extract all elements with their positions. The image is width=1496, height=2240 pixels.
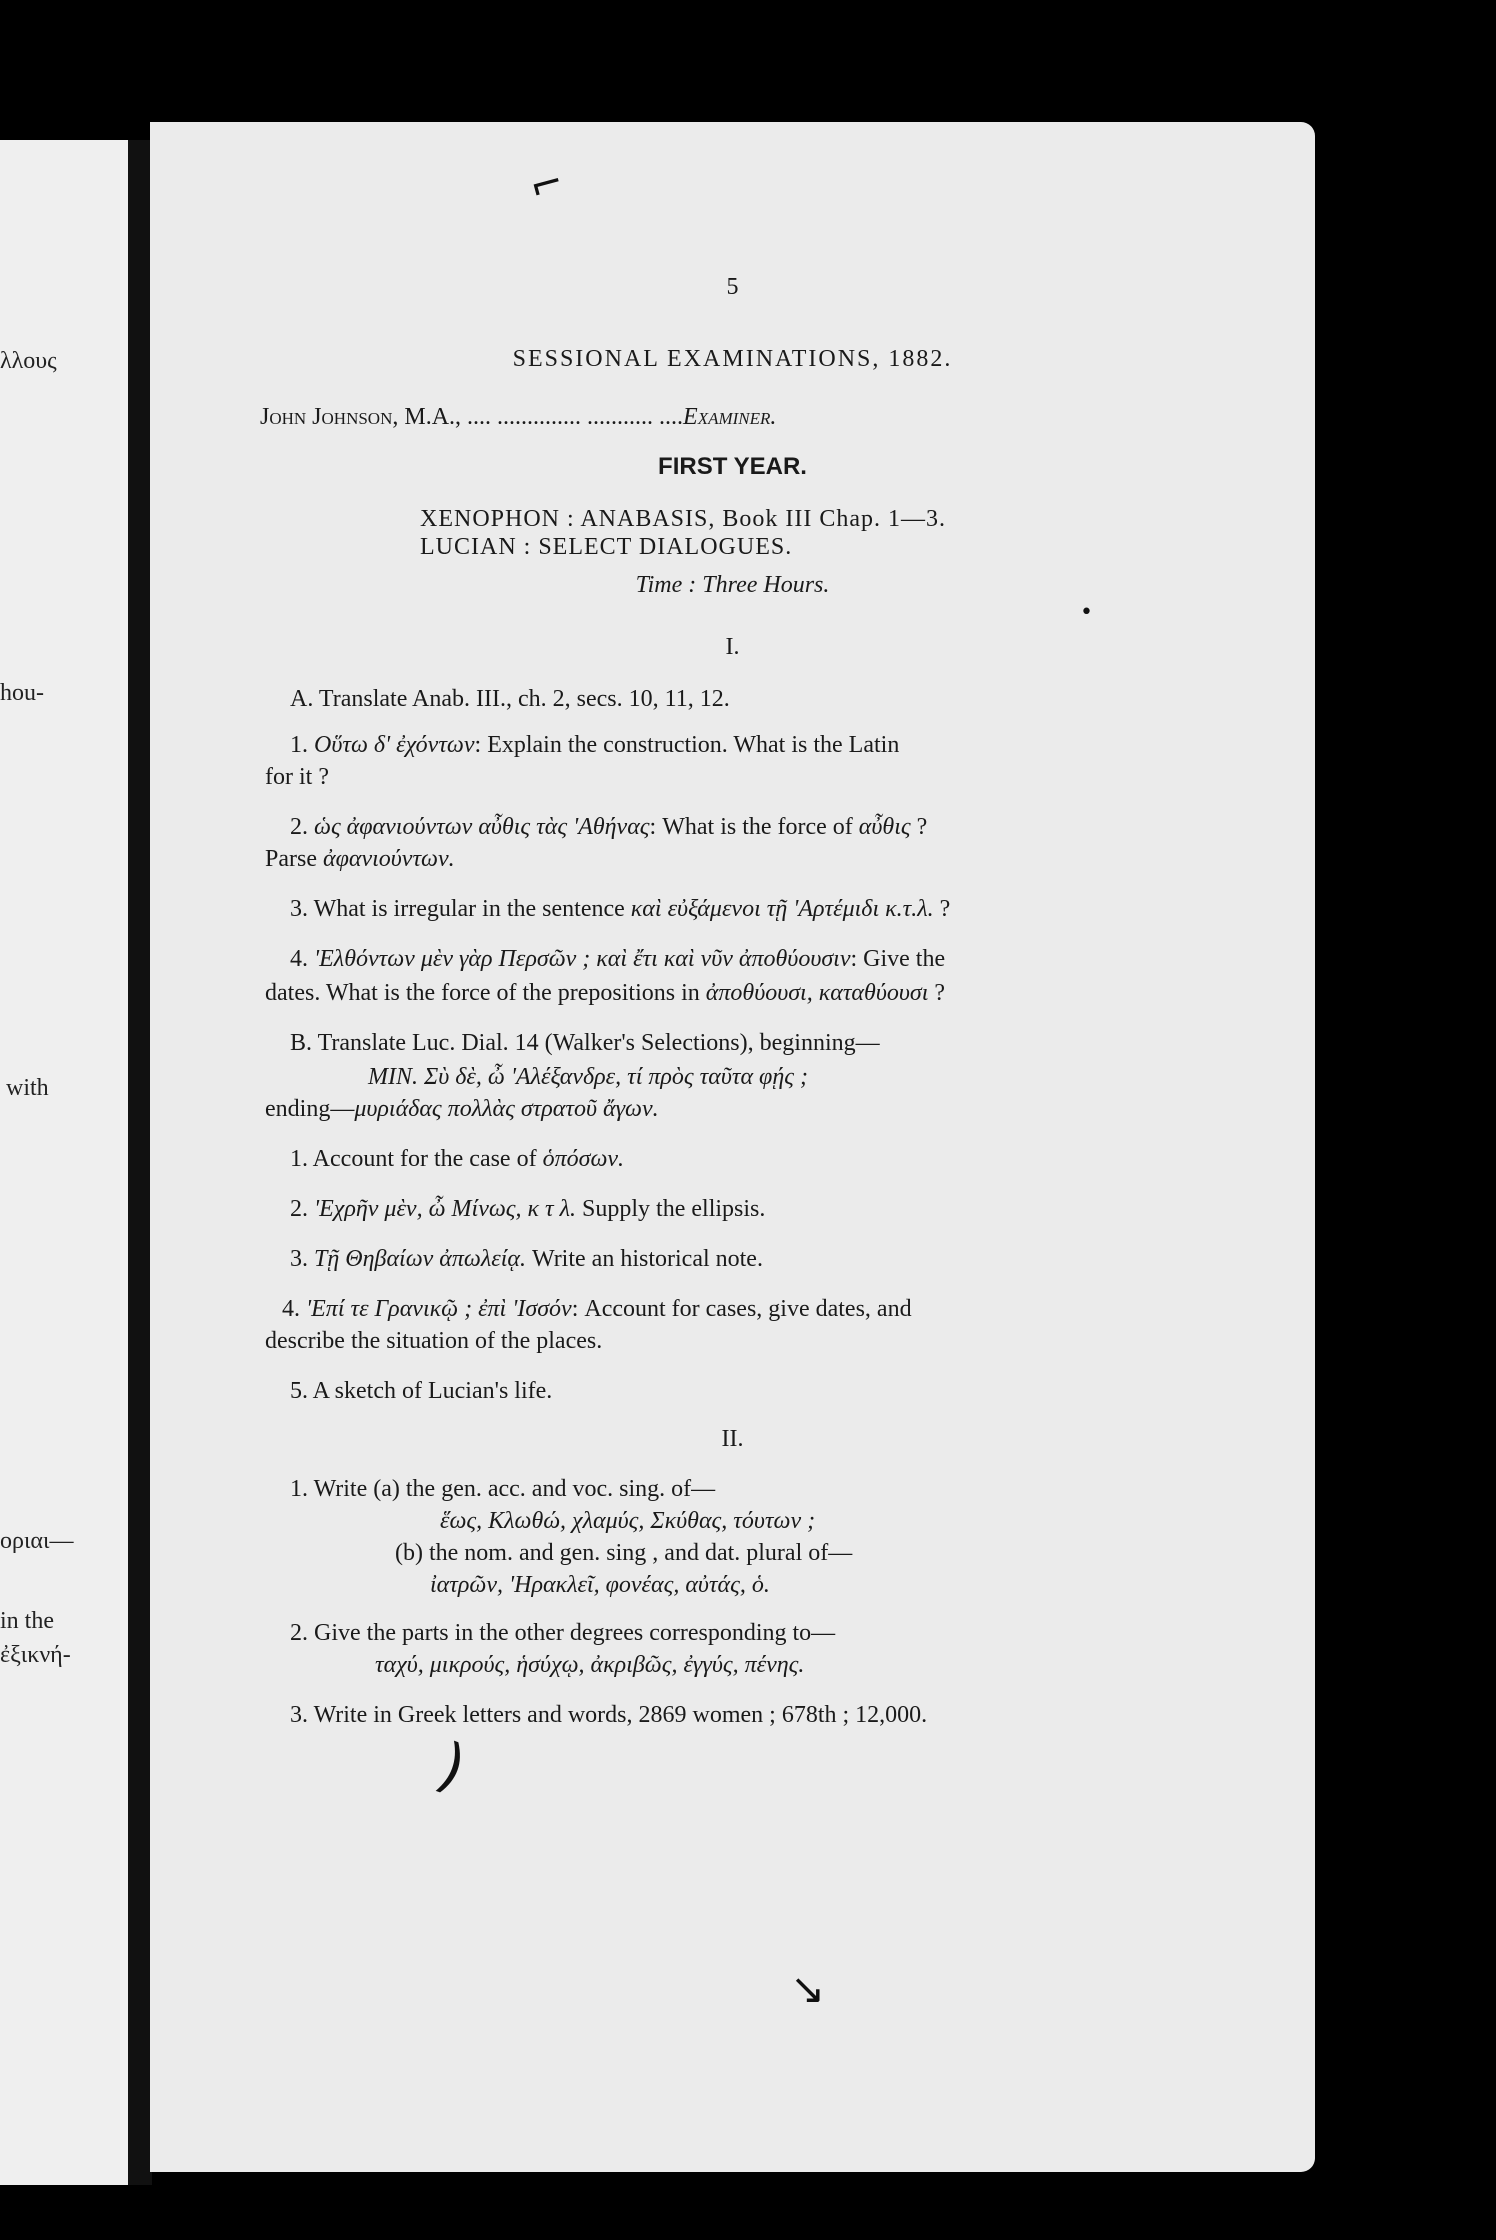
examiner-leader-dots: .... .............. ........... .... [467,404,684,430]
part-a-heading: A. Translate Anab. III., ch. 2, secs. 10, 11, 12. [290,686,730,712]
part-b-ending [265,1094,659,1124]
question-2-2: 2. Give the parts in the other degrees corresponding to— [290,1620,836,1646]
greek-text: ὡς ἀφανιούντων αὖθις τὰς 'Αθήνας [314,814,650,840]
greek-text: 'Επί τε Γρανικῷ ; ἐπὶ 'Ισσόν [306,1296,572,1322]
question-2-1b: (b) the nom. and gen. sing , and dat. plural of— [395,1540,853,1566]
question-b3 [290,1244,763,1274]
book-line-xenophon: XENOPHON : ANABASIS, Book III Chap. 1—3. [420,506,947,532]
q-text: Parse [265,846,323,872]
q-text: : Account for cases, give dates, and [571,1296,912,1322]
question-b2 [290,1194,765,1224]
prev-fragment-3: with [6,1075,49,1101]
q-text: ending— [265,1096,355,1122]
greek-text: Τῇ Θηβαίων ἀπωλείᾳ. [314,1246,526,1272]
q-text: dates. What is the force of the prepositions in [265,980,706,1006]
greek-text: 'Εχρῆν μὲν, ὦ Μίνως, κ τ λ. [314,1196,577,1222]
q-text: Write an historical note. [526,1246,763,1272]
q-number: 3. [290,1246,314,1272]
section-heading-2: II. [721,1426,744,1452]
question-b5: 5. A sketch of Lucian's life. [290,1378,553,1404]
question-b4-line1 [282,1294,912,1324]
book-line-lucian: LUCIAN : SELECT DIALOGUES. [420,534,793,560]
greek-text: Οὕτω δ' ἐχόντων [314,732,475,758]
binding-gutter [128,140,152,2185]
prev-fragment-2: hou- [0,680,44,706]
page-title: SESSIONAL EXAMINATIONS, 1882. [512,346,953,372]
time-allowed: Time : Three Hours. [635,572,830,598]
question-2-2-greek: ταχύ, μικρούς, ἡσύχῳ, ἀκριβῶς, ἐγγύς, πένης. [375,1652,805,1678]
q-number: 4. [282,1296,306,1322]
q-number: 1. [290,732,314,758]
pencil-arrow-icon: ↘ [790,1964,826,2013]
question-b4-line2: describe the situation of the places. [265,1328,603,1354]
question-2-3: 3. Write in Greek letters and words, 2869 women ; 678th ; 12,000. [290,1702,928,1728]
q-text: : What is the force of [649,814,859,840]
question-2-1b-greek: ἰατρῶν, 'Ηρακλεῖ, φονέας, αὐτάς, ὁ. [430,1572,770,1598]
prev-fragment-6: ἐξικνή- [0,1642,71,1668]
question-2-1a: 1. Write (a) the gen. acc. and voc. sing. of— [290,1476,716,1502]
q-number: 2. [290,1196,314,1222]
q-text: Supply the ellipsis. [576,1196,766,1222]
pencil-stroke-icon: ) [428,1730,475,1804]
question-a2-line2 [265,844,455,874]
page-number: 5 [726,274,739,300]
part-b-greek-beginning: ΜΙΝ. Σὺ δὲ, ὦ 'Αλέξανδρε, τί πρὸς ταῦτα φῄς ; [368,1064,808,1090]
greek-text: καὶ εὐξάμενοι τῇ 'Αρτέμιδι κ.τ.λ. [630,896,934,922]
q-text: : Give the [850,946,946,972]
section-heading-1: I. [725,634,740,660]
question-b1 [290,1144,624,1174]
ink-spot-icon: • [1080,600,1093,625]
question-a4-line1 [290,944,945,974]
q-number: 2. [290,814,314,840]
prev-fragment-4: οριαι— [0,1528,74,1554]
prev-fragment-5: in the [0,1608,54,1634]
greek-text: ἀποθύουσι, καταθύουσι [705,980,929,1006]
question-a2-line1 [290,812,927,842]
question-2-1a-greek: ἕως, Κλωθώ, χλαμύς, Σκύθας, τόυτων ; [440,1508,816,1534]
previous-page-edge [0,140,142,2185]
examiner-line [260,402,776,432]
question-a1-line2: for it ? [265,764,329,790]
exam-page [150,122,1315,2172]
greek-text: 'Ελθόντων μὲν γὰρ Περσῶν ; καὶ ἔτι καὶ νῦν ἀποθύουσιν [314,946,851,972]
greek-text: ὁπόσων. [542,1146,625,1172]
year-heading: FIRST YEAR. [658,453,807,480]
q-text: 3. What is irregular in the sentence [290,896,631,922]
q-text: : Explain the construction. What is the Latin [474,732,900,758]
q-text: 1. Account for the case of [290,1146,543,1172]
part-b-heading: B. Translate Luc. Dial. 14 (Walker's Selections), beginning— [290,1030,880,1056]
q-number: 4. [290,946,314,972]
greek-text: μυριάδας πολλὰς στρατοῦ ἄγων. [354,1096,659,1122]
pencil-mark-icon: ⌐ [524,158,569,212]
examiner-name: John Johnson, M.A., [260,404,468,430]
greek-text: ἀφανιούντων. [322,846,455,872]
question-a4-line2 [265,978,945,1008]
prev-fragment-1: λλους [0,348,57,374]
question-a3 [290,894,950,924]
q-text: ? [910,814,928,840]
greek-text: αὖθις [858,814,911,840]
q-text: ? [933,896,951,922]
examiner-role: Examiner. [683,404,777,430]
q-text: ? [928,980,946,1006]
question-a1-line1 [290,730,899,760]
